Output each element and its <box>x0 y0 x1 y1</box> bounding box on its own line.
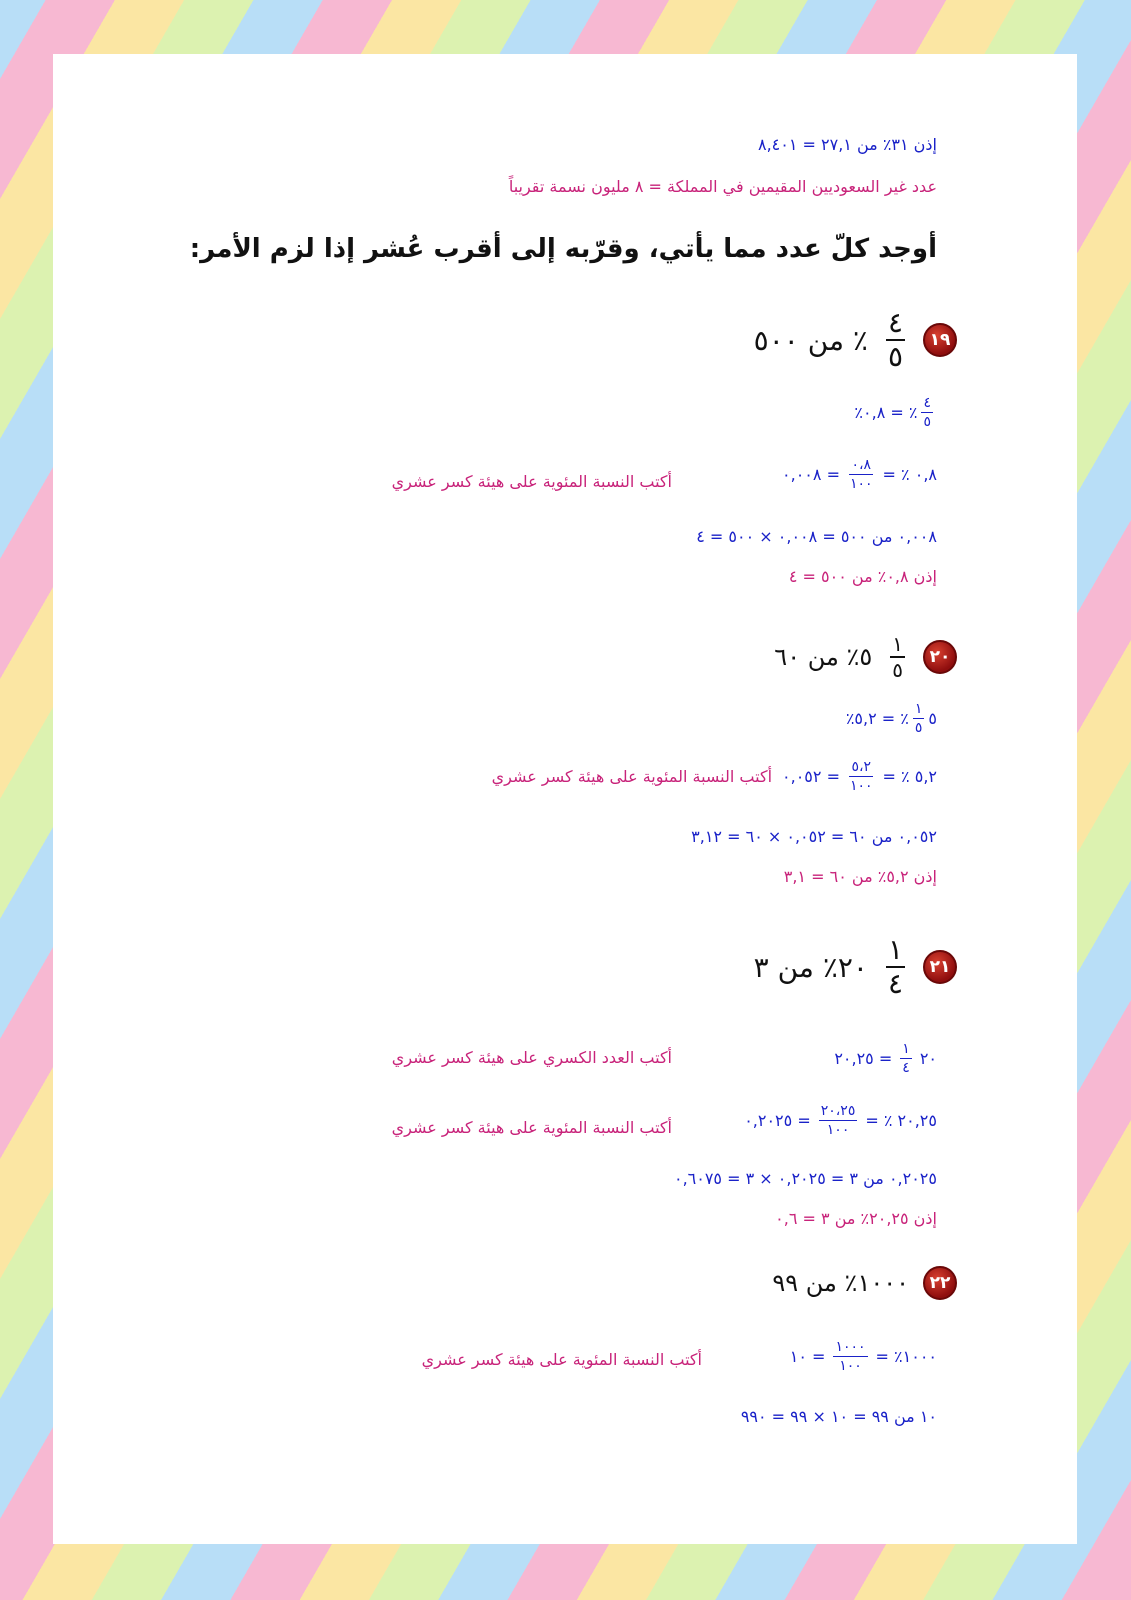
p19-note: أكتب النسبة المئوية على هيئة كسر عشري <box>391 472 672 491</box>
step-text: ٪ = ٥,٢٪ <box>845 708 909 728</box>
step-text: ٥,٢ ٪ = <box>882 766 937 786</box>
fraction <box>913 702 925 735</box>
p20-step-1 <box>846 702 937 735</box>
denominator: ١٠٠ <box>849 778 873 794</box>
step-text: = ٠,٠٠٨ <box>782 464 840 484</box>
denominator: ٤ <box>902 1060 910 1076</box>
step-text: = ٢٠,٢٥ <box>834 1048 893 1068</box>
problem-text: ١٠٠٠٪ من ٩٩ <box>772 1269 909 1297</box>
p19-step-4: إذن ٠,٨٪ من ٥٠٠ = ٤ <box>788 567 937 586</box>
problem-number-badge: ٢٢ <box>923 1266 957 1300</box>
fraction <box>848 458 875 491</box>
problem-text <box>754 951 868 984</box>
p22-step-2: ١٠ من ٩٩ = ١٠ × ٩٩ = ٩٩٠ <box>740 1407 937 1426</box>
p21-note-2: أكتب النسبة المئوية على هيئة كسر عشري <box>391 1118 672 1137</box>
numerator: ١ <box>887 933 903 966</box>
numerator: ١ <box>902 1041 910 1057</box>
numerator: ٢٠،٢٥ <box>820 1103 856 1119</box>
p19-step-2 <box>782 458 937 491</box>
fraction <box>848 760 875 793</box>
step-text: ١٠٠٠٪ = <box>875 1346 937 1366</box>
whole-number: ٥ <box>928 708 937 728</box>
numerator: ١ <box>914 701 923 717</box>
denominator: ١٠٠ <box>826 1122 850 1138</box>
content <box>53 54 1077 1544</box>
denominator: ٤ <box>887 967 903 1000</box>
problem-number-badge: ٢١ <box>923 950 957 984</box>
numerator: ٤ <box>923 395 931 411</box>
p20-step-3: ٠,٠٥٢ من ٦٠ = ٠,٠٥٢ × ٦٠ = ٣,١٢ <box>691 827 937 846</box>
p20-step-4: إذن ٥,٢٪ من ٦٠ = ٣,١ <box>783 867 937 886</box>
numerator: ١ <box>892 632 903 656</box>
fraction <box>921 396 933 429</box>
problem-tail: ٪ من ٦٠ <box>774 643 860 671</box>
p19-step-1 <box>854 396 937 429</box>
intro-line-1: إذن ٣١٪ من ٢٧,١ = ٨,٤٠١ <box>757 135 937 154</box>
fraction <box>819 1104 858 1137</box>
problem-number-badge: ٢٠ <box>923 640 957 674</box>
p19-step-3: ٠,٠٠٨ من ٥٠٠ = ٠,٠٠٨ × ٥٠٠ = ٤ <box>696 527 937 546</box>
whole-number: ٢٠ <box>919 1048 937 1068</box>
p22-step-1 <box>790 1340 937 1373</box>
problem-19-title <box>753 306 957 373</box>
step-text: = ٠,٢٠٢٥ <box>744 1110 811 1130</box>
fraction <box>886 306 905 373</box>
step-text: ٪ = ٠,٨٪ <box>854 402 918 422</box>
page-sheet <box>53 54 1077 1544</box>
denominator: ٥ <box>892 658 903 682</box>
p21-step-3: ٠,٢٠٢٥ من ٣ = ٠,٢٠٢٥ × ٣ = ٠,٦٠٧٥ <box>673 1169 937 1188</box>
step-text: = ٠,٠٥٢ <box>782 766 840 786</box>
fraction <box>833 1340 867 1373</box>
denominator: ٥ <box>887 340 903 373</box>
fraction <box>900 1042 912 1075</box>
p21-note-1: أكتب العدد الكسري على هيئة كسر عشري <box>391 1048 672 1067</box>
step-text: ٠,٨ ٪ = <box>882 464 937 484</box>
p20-step-2 <box>492 760 937 793</box>
p22-note: أكتب النسبة المئوية على هيئة كسر عشري <box>421 1350 702 1369</box>
whole-number: ٢٠ <box>837 950 868 984</box>
numerator: ٠،٨ <box>851 457 872 473</box>
denominator: ٥ <box>923 414 931 430</box>
numerator: ١٠٠٠ <box>835 1339 866 1355</box>
intro-line-2: عدد غير السعوديين المقيمين في المملكة = ٨ مليون نسمة تقريباً <box>508 177 937 196</box>
problem-22-title <box>772 1266 957 1300</box>
numerator: ٥،٢ <box>851 759 872 775</box>
step-text: = ١٠ <box>789 1346 826 1366</box>
problem-number-badge: ١٩ <box>923 323 957 357</box>
denominator: ٥ <box>914 720 923 736</box>
p20-note: أكتب النسبة المئوية على هيئة كسر عشري <box>491 766 773 786</box>
fraction <box>886 933 905 1000</box>
section-heading: أوجد كلّ عدد مما يأتي، وقرّبه إلى أقرب عُشر إذا لزم الأمر: <box>189 234 937 264</box>
denominator: ١٠٠ <box>839 1358 862 1374</box>
p21-step-2 <box>744 1104 937 1137</box>
denominator: ١٠٠ <box>849 476 873 492</box>
problem-text <box>774 643 872 671</box>
problem-21-title <box>753 933 957 1000</box>
fraction <box>890 634 905 680</box>
whole-number: ٥ <box>859 643 873 671</box>
p21-step-1 <box>834 1042 937 1075</box>
problem-20-title <box>774 634 957 680</box>
p21-step-4: إذن ٢٠,٢٥٪ من ٣ = ٠,٦ <box>775 1209 937 1228</box>
step-text: ٢٠,٢٥ ٪ = <box>865 1110 937 1130</box>
problem-text: ٪ من ٥٠٠ <box>753 323 868 357</box>
problem-tail: ٪ من ٣ <box>753 950 838 984</box>
numerator: ٤ <box>887 306 903 339</box>
